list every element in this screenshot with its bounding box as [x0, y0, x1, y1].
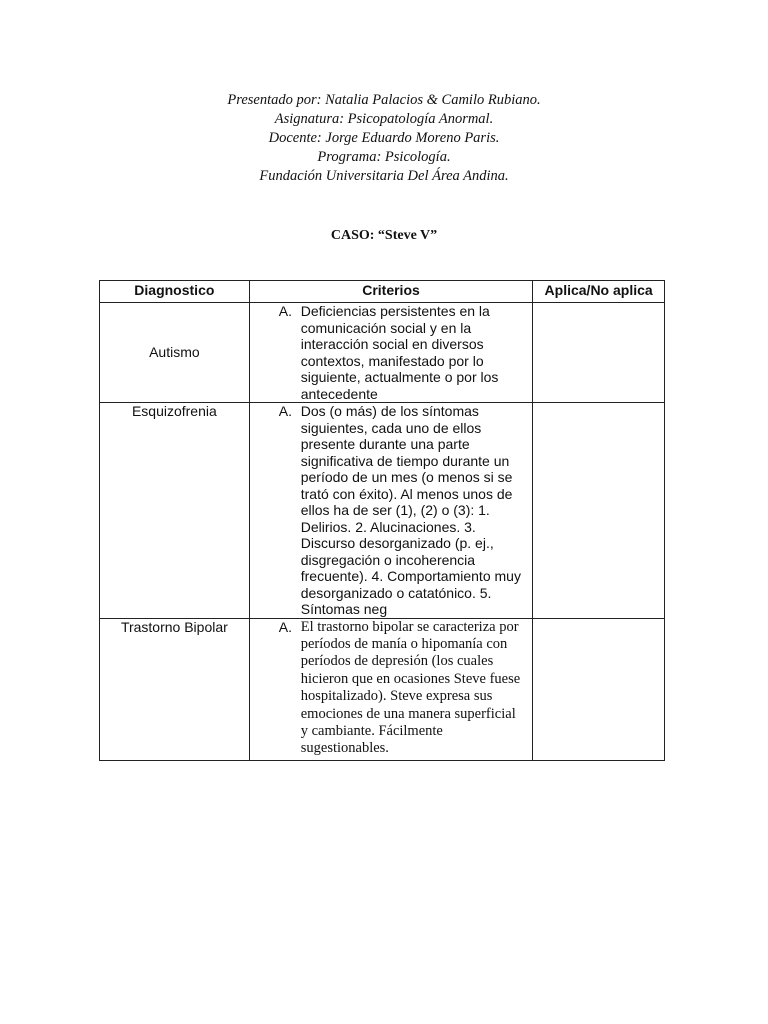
- column-header-applies: Aplica/No aplica: [533, 281, 665, 303]
- table-row: [100, 618, 665, 760]
- criteria-cell: [249, 618, 533, 760]
- presenters-line: Presentado por: Natalia Palacios & Camilo Rubiano.: [227, 92, 541, 108]
- column-header-criteria: Criterios: [249, 281, 533, 303]
- criteria-letter: A.: [278, 303, 292, 319]
- case-title: CASO: “Steve V”: [330, 228, 438, 243]
- table-header-row: [100, 281, 665, 303]
- column-header-diagnosis: Diagnostico: [100, 281, 250, 303]
- diagnosis-cell: Trastorno Bipolar: [100, 618, 250, 760]
- subject-line: Asignatura: Psicopatología Anormal.: [274, 111, 494, 127]
- program-line: Programa: Psicología.: [317, 149, 451, 165]
- applies-cell: [533, 618, 665, 760]
- criteria-text: Dos (o más) de los síntomas siguientes, cada uno de ellos presente durante una parte significativa de tiempo durante un período de un mes (o menos si se trató con éxito). Al menos unos de ellos ha de ser (1), (2) o (3): 1. Delirios. 2. Alucinaciones. 3. Discurso desorganizado (p. ej., disgregación o incoherencia frecuente). 4. Comportamiento muy desorganizado o catatónico. 5. Síntomas neg: [300, 403, 521, 617]
- table-row: [100, 403, 665, 619]
- criteria-cell: [249, 403, 533, 619]
- document-header: [0, 91, 768, 186]
- applies-cell: [533, 303, 665, 403]
- criteria-text: Deficiencias persistentes en la comunicación social y en la interacción social en diversos contextos, manifestado por lo siguiente, actualmente o por los antecedente: [300, 303, 499, 402]
- institution-line: Fundación Universitaria Del Área Andina.: [259, 168, 509, 184]
- criteria-letter: A.: [278, 403, 292, 419]
- teacher-line: Docente: Jorge Eduardo Moreno Paris.: [268, 130, 500, 146]
- table-row: [100, 303, 665, 403]
- diagnosis-table: [99, 280, 665, 761]
- applies-cell: [533, 403, 665, 619]
- diagnosis-cell: Autismo: [100, 303, 250, 403]
- diagnosis-cell: Esquizofrenia: [100, 403, 250, 619]
- criteria-letter: A.: [278, 618, 292, 635]
- criteria-text: El trastorno bipolar se caracteriza por períodos de manía o hipomanía con períodos de depresión (los cuales hicieron que en ocasiones Steve fuese hospitalizado). Steve expresa sus emociones de una manera superficial y cambiante. Fácilmente sugestionables.: [300, 618, 521, 757]
- criteria-cell: [249, 303, 533, 403]
